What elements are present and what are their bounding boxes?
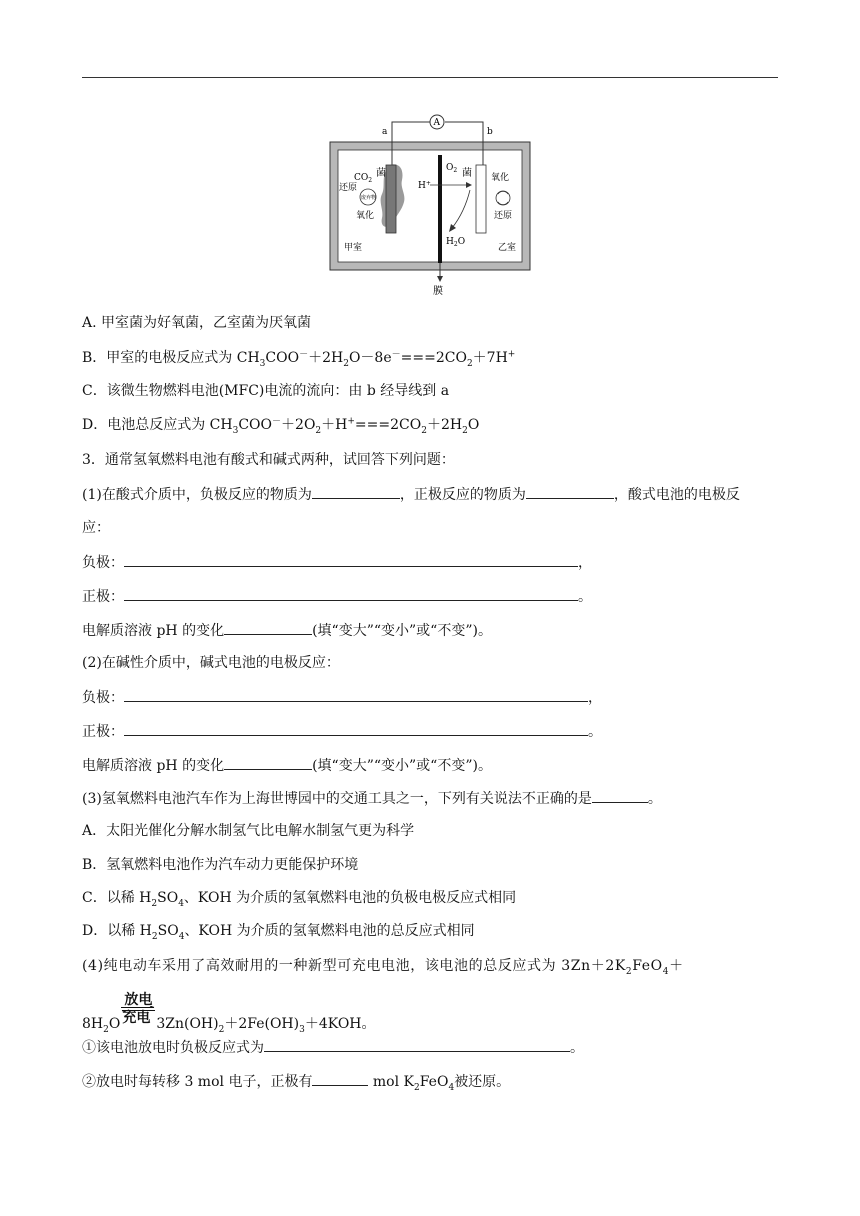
waste-label: 废弃物 [361,195,377,201]
q3-part4-1: ①该电池放电时负极反应式为 。 [82,1037,584,1058]
answer-blank[interactable] [312,484,400,499]
membrane-label: 膜 [433,286,443,297]
q3-part2: (2)在碱性介质中，碱式电池的电极反应： [82,655,340,671]
alkaline-positive-line: 正极： 。 [82,721,602,742]
acid-ph-line: 电解质溶液 pH 的变化 (填“变大”“变小”或“不变”)。 [82,620,492,641]
option-d: D．电池总反应式为 $CH_3COO^-+2O_2+H^+===2CO_2+2H_2O$ [82,416,480,436]
q3-part3: (3)氢氧燃料电池汽车作为上海世博园中的交通工具之一，下列有关说法不正确的是 。 [82,788,662,809]
q3-part1: (1)在酸式介质中，负极反应的物质为 ，正极反应的物质为 ，酸式电池的电极反 [82,484,740,505]
answer-blank[interactable] [224,620,312,635]
answer-blank[interactable] [124,552,578,567]
room-right-label: 乙室 [498,243,517,253]
header-rule [82,77,778,78]
oxidation-left-label: 氧化 [356,211,375,221]
question-3: 3．通常氢氧燃料电池有酸式和碱式两种，试回答下列问题： [82,452,455,468]
option-c: C．该微生物燃料电池(MFC)电流的流向：由 b 经导线到 a [82,383,450,399]
oxidation-right-label: 氧化 [491,173,510,183]
q3-option-a: A．太阳光催化分解水制氢气比电解水制氢气更为科学 [82,823,415,839]
q3-option-c: C．以稀 $H_2SO_4$、KOH 为介质的氢氧燃料电池的负极电极反应式相同 [82,890,517,909]
option-a: A. 甲室菌为好氧菌，乙室菌为厌氧菌 [82,315,312,331]
co2-label: $CO_2$ [354,173,373,184]
discharge-label: 放电 [124,992,153,1008]
reduction-left-label: 还原 [339,183,358,193]
reversible-arrow [120,992,156,1028]
acid-negative-line: 负极： ， [82,552,592,573]
answer-blank[interactable] [124,687,588,702]
answer-blank[interactable] [224,755,312,770]
answer-blank[interactable] [264,1037,570,1052]
answer-blank[interactable] [526,484,614,499]
alkaline-negative-line: 负极： ， [82,687,602,708]
ammeter-label: A [433,118,440,128]
water-label: $H_2O$ [446,237,466,248]
answer-blank[interactable] [592,788,648,803]
h-ion-label: H+ [418,180,431,191]
reaction-equation: $8H_2O$ 放电 充电 $3Zn(OH)_2+2Fe(OH)_3+4KOH$。 [82,992,376,1035]
room-left-label: 甲室 [344,243,363,253]
q3-part4: (4)纯电动车采用了高效耐用的一种新型可充电电池，该电池的总反应式为 $3Zn+2K_2FeO_4+$ [82,958,684,977]
q3-option-b: B．氢氧燃料电池作为汽车动力更能保护环境 [82,857,359,873]
option-b: B．甲室的电极反应式为 $CH_3COO^-+2H_2O-8e^-===2CO_2+7H^+$ [82,349,516,369]
reduction-right-label: 还原 [494,211,513,221]
q3-part1-cont: 应： [82,520,110,536]
answer-blank[interactable] [124,721,588,736]
q3-option-d: D．以稀 $H_2SO_4$、KOH 为介质的氢氧燃料电池的总反应式相同 [82,923,475,942]
alkaline-ph-line: 电解质溶液 pH 的变化 (填“变大”“变小”或“不变”)。 [82,755,492,776]
bacteria-left-label: 菌 [376,168,386,179]
charge-label: 充电 [122,1010,151,1026]
o2-label: $O_2$ [446,163,458,174]
bacteria-right-label: 菌 [462,168,472,179]
electrode-a-label: a [382,127,388,137]
acid-positive-line: 正极： 。 [82,586,592,607]
q3-part4-2: ②放电时每转移 3 mol 电子，正极有 mol $K_2FeO_4$被还原。 [82,1071,510,1092]
answer-blank[interactable] [124,586,578,601]
answer-blank[interactable] [312,1071,368,1086]
mfc-diagram [320,110,540,300]
electrode-b-label: b [487,127,493,137]
